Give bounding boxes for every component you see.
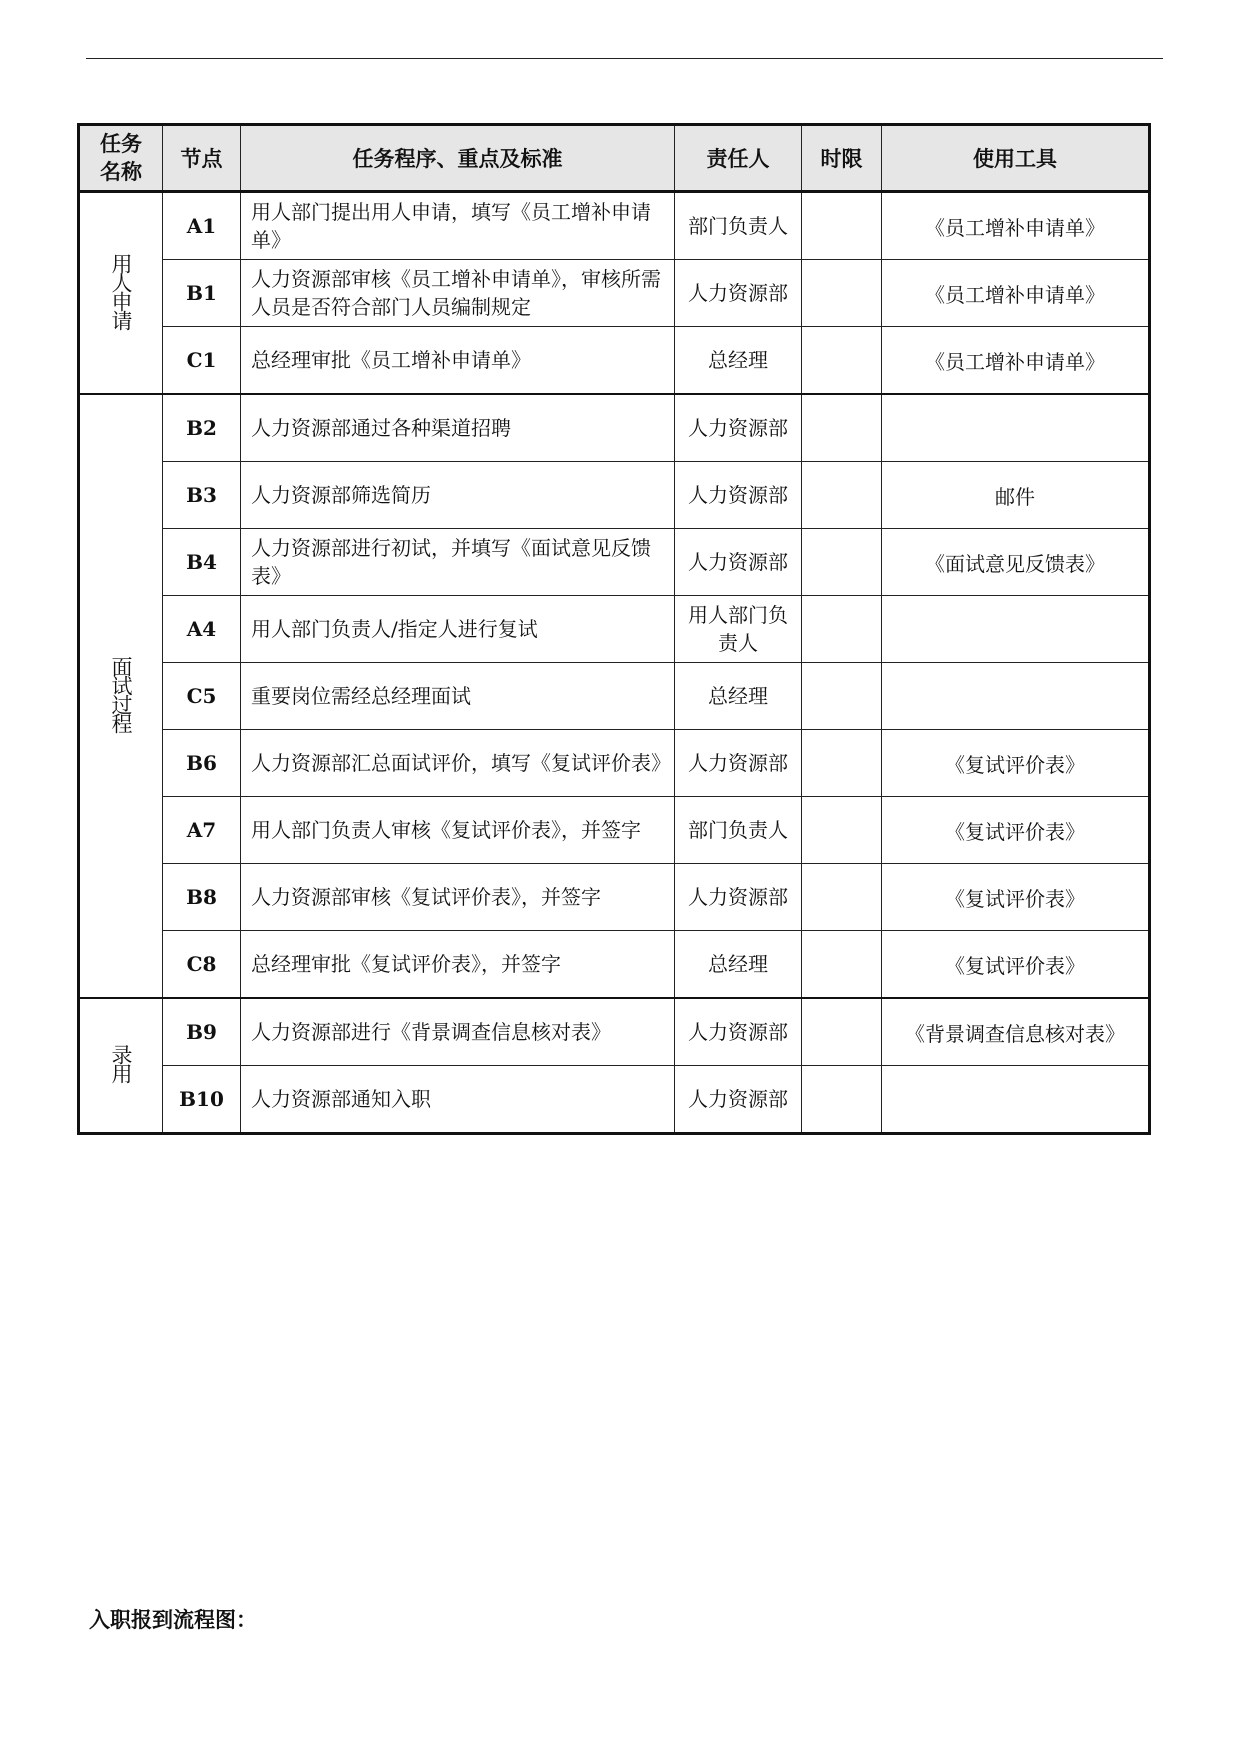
tool-cell xyxy=(882,1066,1150,1134)
node-cell: B2 xyxy=(163,394,241,462)
node-cell: A1 xyxy=(163,192,241,260)
procedure-cell: 用人部门负责人/指定人进行复试 xyxy=(241,596,675,663)
deadline-cell xyxy=(802,192,882,260)
table-header-row xyxy=(79,125,1150,192)
node-cell: A7 xyxy=(163,797,241,864)
task-group-name: 录用 xyxy=(79,998,163,1134)
recruitment-process-table xyxy=(77,123,1151,1135)
deadline-cell xyxy=(802,998,882,1066)
procedure-cell: 人力资源部审核《复试评价表》，并签字 xyxy=(241,864,675,931)
responsible-cell: 人力资源部 xyxy=(675,864,802,931)
responsible-cell: 部门负责人 xyxy=(675,192,802,260)
procedure-cell: 人力资源部审核《员工增补申请单》，审核所需人员是否符合部门人员编制规定 xyxy=(241,260,675,327)
procedure-cell: 总经理审批《复试评价表》，并签字 xyxy=(241,931,675,999)
tool-cell xyxy=(882,394,1150,462)
tool-cell: 《员工增补申请单》 xyxy=(882,260,1150,327)
responsible-cell: 总经理 xyxy=(675,663,802,730)
task-group-name: 用人申请 xyxy=(79,192,163,395)
responsible-cell: 人力资源部 xyxy=(675,998,802,1066)
table-row xyxy=(79,596,1150,663)
procedure-cell: 人力资源部汇总面试评价，填写《复试评价表》 xyxy=(241,730,675,797)
table-row xyxy=(79,462,1150,529)
table-row xyxy=(79,327,1150,395)
node-cell: B6 xyxy=(163,730,241,797)
procedure-cell: 人力资源部进行初试，并填写《面试意见反馈表》 xyxy=(241,529,675,596)
table-body xyxy=(79,192,1150,1134)
tool-cell: 《员工增补申请单》 xyxy=(882,327,1150,395)
tool-cell: 《面试意见反馈表》 xyxy=(882,529,1150,596)
deadline-cell xyxy=(802,327,882,395)
responsible-cell: 人力资源部 xyxy=(675,462,802,529)
deadline-cell xyxy=(802,663,882,730)
table-row xyxy=(79,663,1150,730)
header-responsible: 责任人 xyxy=(675,125,802,192)
responsible-cell: 总经理 xyxy=(675,327,802,395)
header-node: 节点 xyxy=(163,125,241,192)
table-row xyxy=(79,529,1150,596)
node-cell: B3 xyxy=(163,462,241,529)
table-row xyxy=(79,931,1150,999)
node-cell: B8 xyxy=(163,864,241,931)
tool-cell: 《背景调查信息核对表》 xyxy=(882,998,1150,1066)
tool-cell: 《复试评价表》 xyxy=(882,931,1150,999)
table-row xyxy=(79,1066,1150,1134)
responsible-cell: 人力资源部 xyxy=(675,529,802,596)
responsible-cell: 人力资源部 xyxy=(675,1066,802,1134)
node-cell: B9 xyxy=(163,998,241,1066)
responsible-cell: 人力资源部 xyxy=(675,730,802,797)
procedure-cell: 用人部门提出用人申请，填写《员工增补申请单》 xyxy=(241,192,675,260)
deadline-cell xyxy=(802,394,882,462)
table-row xyxy=(79,998,1150,1066)
procedure-cell: 人力资源部通过各种渠道招聘 xyxy=(241,394,675,462)
deadline-cell xyxy=(802,462,882,529)
procedure-cell: 重要岗位需经总经理面试 xyxy=(241,663,675,730)
deadline-cell xyxy=(802,529,882,596)
tool-cell xyxy=(882,663,1150,730)
tool-cell: 《员工增补申请单》 xyxy=(882,192,1150,260)
header-procedure: 任务程序、重点及标准 xyxy=(241,125,675,192)
responsible-cell: 总经理 xyxy=(675,931,802,999)
node-cell: B10 xyxy=(163,1066,241,1134)
table-row xyxy=(79,192,1150,260)
deadline-cell xyxy=(802,1066,882,1134)
responsible-cell: 用人部门负责人 xyxy=(675,596,802,663)
deadline-cell xyxy=(802,864,882,931)
procedure-cell: 总经理审批《员工增补申请单》 xyxy=(241,327,675,395)
tool-cell: 《复试评价表》 xyxy=(882,730,1150,797)
deadline-cell xyxy=(802,931,882,999)
deadline-cell xyxy=(802,730,882,797)
deadline-cell xyxy=(802,596,882,663)
header-rule xyxy=(86,58,1163,59)
procedure-cell: 人力资源部进行《背景调查信息核对表》 xyxy=(241,998,675,1066)
tool-cell: 《复试评价表》 xyxy=(882,797,1150,864)
tool-cell: 邮件 xyxy=(882,462,1150,529)
procedure-cell: 用人部门负责人审核《复试评价表》，并签字 xyxy=(241,797,675,864)
header-tools: 使用工具 xyxy=(882,125,1150,192)
deadline-cell xyxy=(802,797,882,864)
table-row xyxy=(79,730,1150,797)
tool-cell xyxy=(882,596,1150,663)
node-cell: A4 xyxy=(163,596,241,663)
responsible-cell: 人力资源部 xyxy=(675,394,802,462)
task-group-name: 面试过程 xyxy=(79,394,163,998)
section-heading: 入职报到流程图： xyxy=(89,1608,257,1632)
node-cell: B1 xyxy=(163,260,241,327)
procedure-cell: 人力资源部筛选简历 xyxy=(241,462,675,529)
deadline-cell xyxy=(802,260,882,327)
table-row xyxy=(79,260,1150,327)
node-cell: C5 xyxy=(163,663,241,730)
tool-cell: 《复试评价表》 xyxy=(882,864,1150,931)
responsible-cell: 部门负责人 xyxy=(675,797,802,864)
node-cell: C1 xyxy=(163,327,241,395)
table-row xyxy=(79,864,1150,931)
node-cell: C8 xyxy=(163,931,241,999)
responsible-cell: 人力资源部 xyxy=(675,260,802,327)
table-row xyxy=(79,797,1150,864)
header-deadline: 时限 xyxy=(802,125,882,192)
table-row xyxy=(79,394,1150,462)
procedure-cell: 人力资源部通知入职 xyxy=(241,1066,675,1134)
node-cell: B4 xyxy=(163,529,241,596)
header-task-name: 任务名称 xyxy=(79,125,163,192)
